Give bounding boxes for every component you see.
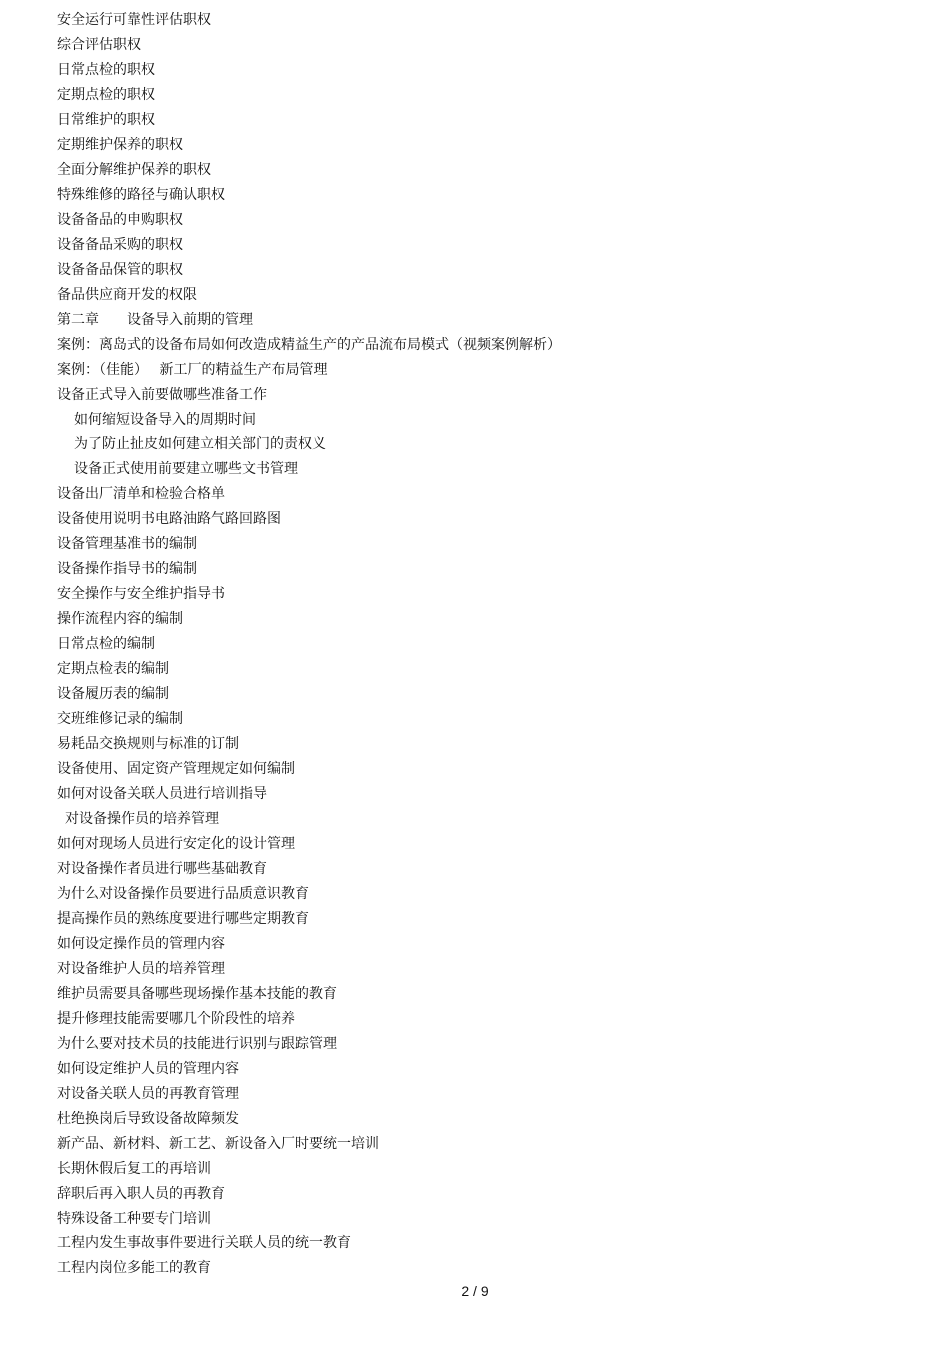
text-line: 提高操作员的熟练度要进行哪些定期教育 — [57, 910, 309, 927]
text-line: 维护员需要具备哪些现场操作基本技能的教育 — [57, 985, 337, 1002]
text-line: 特殊设备工种要专门培训 — [57, 1210, 211, 1227]
text-line: 如何设定维护人员的管理内容 — [57, 1060, 239, 1077]
text-line: 对设备操作员的培养管理 — [65, 811, 219, 827]
text-line: 设备使用说明书电路油路气路回路图 — [57, 511, 281, 528]
page-number: 2 / 9 — [461, 1283, 489, 1299]
document-body — [57, 8, 917, 1281]
text-line: 易耗品交换规则与标准的订制 — [57, 736, 239, 753]
text-line: 提升修理技能需要哪几个阶段性的培养 — [57, 1010, 295, 1027]
text-line: 设备备品保管的职权 — [57, 261, 183, 278]
text-line: 综合评估职权 — [57, 36, 141, 53]
text-line: 辞职后再入职人员的再教育 — [57, 1185, 225, 1202]
text-line: 杜绝换岗后导致设备故障频发 — [57, 1110, 239, 1127]
text-line: 如何对设备关联人员进行培训指导 — [57, 786, 267, 803]
text-line: 设备操作指导书的编制 — [57, 561, 197, 578]
text-line: 如何对现场人员进行安定化的设计管理 — [57, 835, 295, 852]
text-line: 为了防止扯皮如何建立相关部门的责权义 — [74, 436, 326, 453]
text-line: 设备备品的申购职权 — [57, 211, 183, 228]
text-line: 为什么对设备操作员要进行品质意识教育 — [57, 885, 309, 902]
text-line: 交班维修记录的编制 — [57, 711, 183, 728]
text-line: 设备使用、固定资产管理规定如何编制 — [57, 761, 295, 778]
text-line: 全面分解维护保养的职权 — [57, 161, 211, 178]
text-line: 安全运行可靠性评估职权 — [57, 12, 211, 28]
text-line: 工程内发生事故事件要进行关联人员的统一教育 — [57, 1235, 351, 1252]
text-line: 设备履历表的编制 — [57, 686, 169, 703]
text-line: 对设备关联人员的再教育管理 — [57, 1085, 239, 1102]
text-line: 新产品、新材料、新工艺、新设备入厂时要统一培训 — [57, 1135, 379, 1152]
text-line: 设备正式使用前要建立哪些文书管理 — [74, 461, 298, 478]
text-line: 对设备操作者员进行哪些基础教育 — [57, 860, 267, 877]
text-line: 对设备维护人员的培养管理 — [57, 960, 225, 977]
text-line: 备品供应商开发的权限 — [57, 286, 197, 303]
text-line: 操作流程内容的编制 — [57, 611, 183, 628]
text-line: 日常维护的职权 — [57, 111, 155, 128]
text-line: 工程内岗位多能工的教育 — [57, 1260, 211, 1277]
text-line: 特殊维修的路径与确认职权 — [57, 186, 225, 203]
text-line: 第二章 设备导入前期的管理 — [57, 311, 253, 328]
text-line: 安全操作与安全维护指导书 — [57, 586, 225, 603]
text-line: 如何缩短设备导入的周期时间 — [74, 411, 256, 428]
text-line: 案例：离岛式的设备布局如何改造成精益生产的产品流布局模式（视频案例解析） — [57, 336, 561, 353]
text-line: 为什么要对技术员的技能进行识别与跟踪管理 — [57, 1035, 337, 1052]
text-line: 设备备品采购的职权 — [57, 236, 183, 253]
text-line: 设备正式导入前要做哪些准备工作 — [57, 386, 267, 403]
text-line: 日常点检的编制 — [57, 636, 155, 653]
text-line: 日常点检的职权 — [57, 61, 155, 78]
text-line: 定期点检表的编制 — [57, 661, 169, 678]
text-line: 长期休假后复工的再培训 — [57, 1160, 211, 1177]
text-line: 案例：（佳能） 新工厂的精益生产布局管理 — [57, 361, 328, 378]
text-line: 定期维护保养的职权 — [57, 136, 183, 153]
text-line: 设备出厂清单和检验合格单 — [57, 486, 225, 503]
text-line: 定期点检的职权 — [57, 86, 155, 103]
text-line: 如何设定操作员的管理内容 — [57, 935, 225, 952]
text-line: 设备管理基准书的编制 — [57, 536, 197, 553]
